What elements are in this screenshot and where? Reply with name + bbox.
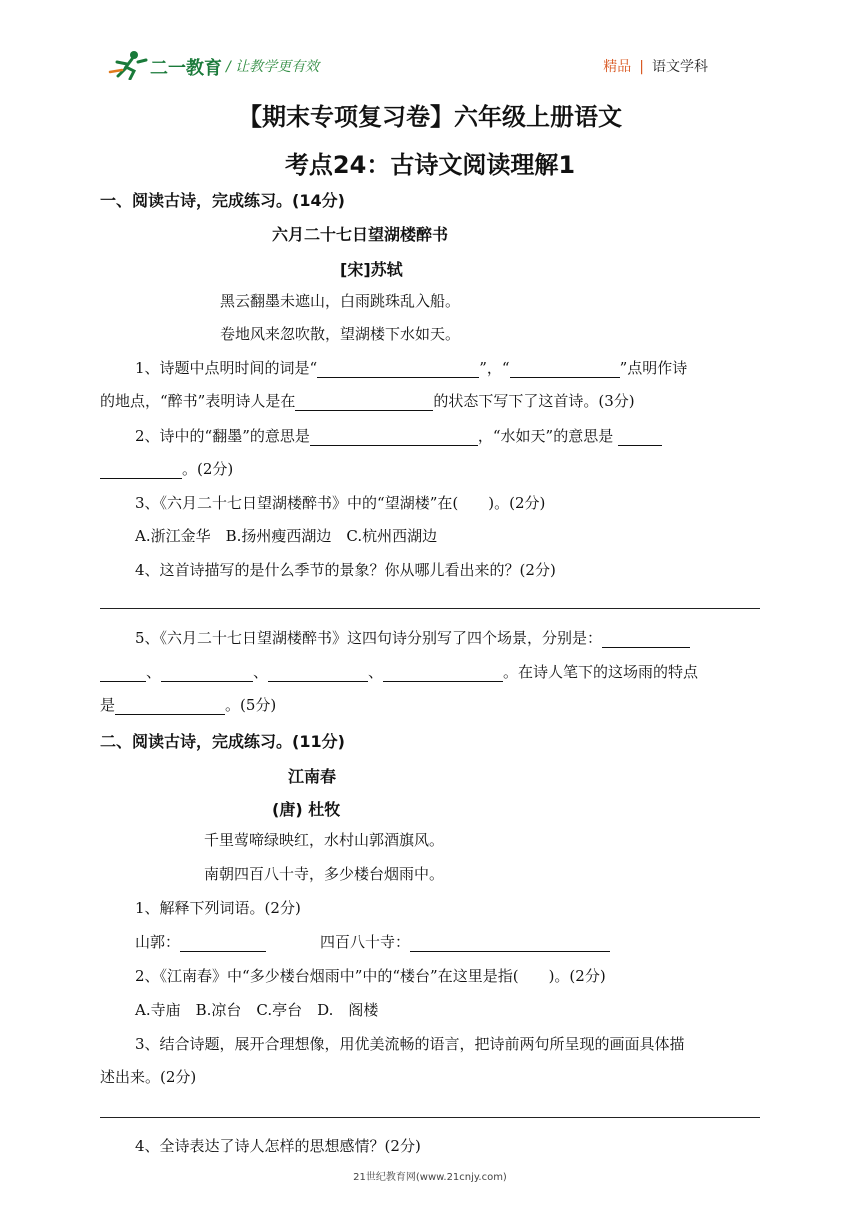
answer-blank[interactable]	[100, 665, 146, 682]
answer-line[interactable]	[100, 608, 760, 609]
answer-blank[interactable]	[618, 429, 662, 446]
s1-question5-line1: 5、《六月二十七日望湖楼醉书》这四句诗分别写了四个场景，分别是：	[135, 627, 690, 648]
s2-question1: 1、解释下列词语。(2分)	[135, 899, 301, 917]
answer-blank[interactable]	[317, 361, 479, 378]
s2-question2: 2、《江南春》中“多少楼台烟雨中”中的“楼台”在这里是指( )。(2分)	[135, 967, 606, 985]
s1-question3: 3、《六月二十七日望湖楼醉书》中的“望湖楼”在( )。(2分)	[135, 494, 546, 512]
answer-blank[interactable]	[410, 935, 610, 952]
s1-question2-line2: 。(2分)	[100, 458, 233, 479]
section2-heading: 二、阅读古诗，完成练习。(11分)	[100, 732, 345, 751]
poem2-line2: 南朝四百八十寺，多少楼台烟雨中。	[204, 865, 445, 883]
poem2-author: (唐) 杜牧	[272, 800, 341, 819]
page-subtitle: 考点24：古诗文阅读理解1	[284, 151, 576, 179]
poem1-line1: 黑云翻墨未遮山，白雨跳珠乱入船。	[220, 292, 461, 310]
s2-question3-line1: 3、结合诗题，展开合理想像，用优美流畅的语言，把诗前两句所呈现的画面具体描	[135, 1035, 685, 1053]
s1-question2-line1: 2、诗中的“翻墨”的意思是 ，“水如天”的意思是	[135, 425, 662, 446]
answer-blank[interactable]	[510, 361, 620, 378]
page-footer: 21世纪教育网(www.21cnjy.com)	[353, 1172, 507, 1183]
s1-question1-line2: 的地点，“醉书”表明诗人是在 的状态下写下了这首诗。(3分)	[100, 392, 635, 410]
answer-line[interactable]	[100, 1117, 760, 1118]
s1-question4: 4、这首诗描写的是什么季节的景象？你从哪儿看出来的？(2分)	[135, 561, 556, 579]
logo	[108, 50, 328, 82]
poem1-line2: 卷地风来忽吹散，望湖楼下水如天。	[220, 325, 461, 343]
s2-question1-terms: 山郭： 四百八十寺：	[135, 931, 610, 952]
poem2-title: 江南春	[288, 767, 337, 786]
answer-blank[interactable]	[268, 665, 368, 682]
answer-blank[interactable]	[115, 698, 225, 715]
s1-question5-line3: 是 。(5分)	[100, 696, 277, 714]
answer-blank[interactable]	[310, 429, 478, 446]
answer-blank[interactable]	[161, 665, 253, 682]
poem1-title: 六月二十七日望湖楼醉书	[272, 225, 449, 244]
page-title: 【期末专项复习卷】六年级上册语文	[238, 103, 622, 131]
s2-question2-options: A.寺庙 B.凉台 C.亭台 D. 阁楼	[135, 1001, 379, 1019]
poem2-line1: 千里莺啼绿映红，水村山郭酒旗风。	[204, 831, 445, 849]
s2-question3-line2: 述出来。(2分)	[100, 1068, 197, 1086]
s2-question4: 4、全诗表达了诗人怎样的思想感情？(2分)	[135, 1137, 421, 1155]
s1-question3-options: A.浙江金华 B.扬州瘦西湖边 C.杭州西湖边	[135, 527, 438, 545]
answer-blank[interactable]	[295, 394, 433, 411]
s1-question5-line2: 、 、 、 。在诗人笔下的这场雨的特点	[100, 661, 698, 682]
runner-logo-icon	[108, 50, 152, 80]
answer-blank[interactable]	[100, 462, 182, 479]
premium-badge: 精品	[603, 59, 632, 75]
answer-blank[interactable]	[602, 631, 690, 648]
header-separator: |	[639, 59, 644, 75]
logo-slogan: / 让教学更有效	[226, 59, 320, 75]
header-right	[603, 56, 708, 76]
section1-heading: 一、阅读古诗，完成练习。(14分)	[100, 191, 345, 210]
logo-name: 二一教育	[150, 58, 222, 79]
answer-blank[interactable]	[383, 665, 503, 682]
poem1-author: [宋]苏轼	[340, 260, 403, 279]
subject-label: 语文学科	[652, 59, 708, 75]
s1-question1-line1: 1、诗题中点明时间的词是“ ”，“ ”点明作诗	[135, 359, 688, 377]
answer-blank[interactable]	[180, 935, 266, 952]
